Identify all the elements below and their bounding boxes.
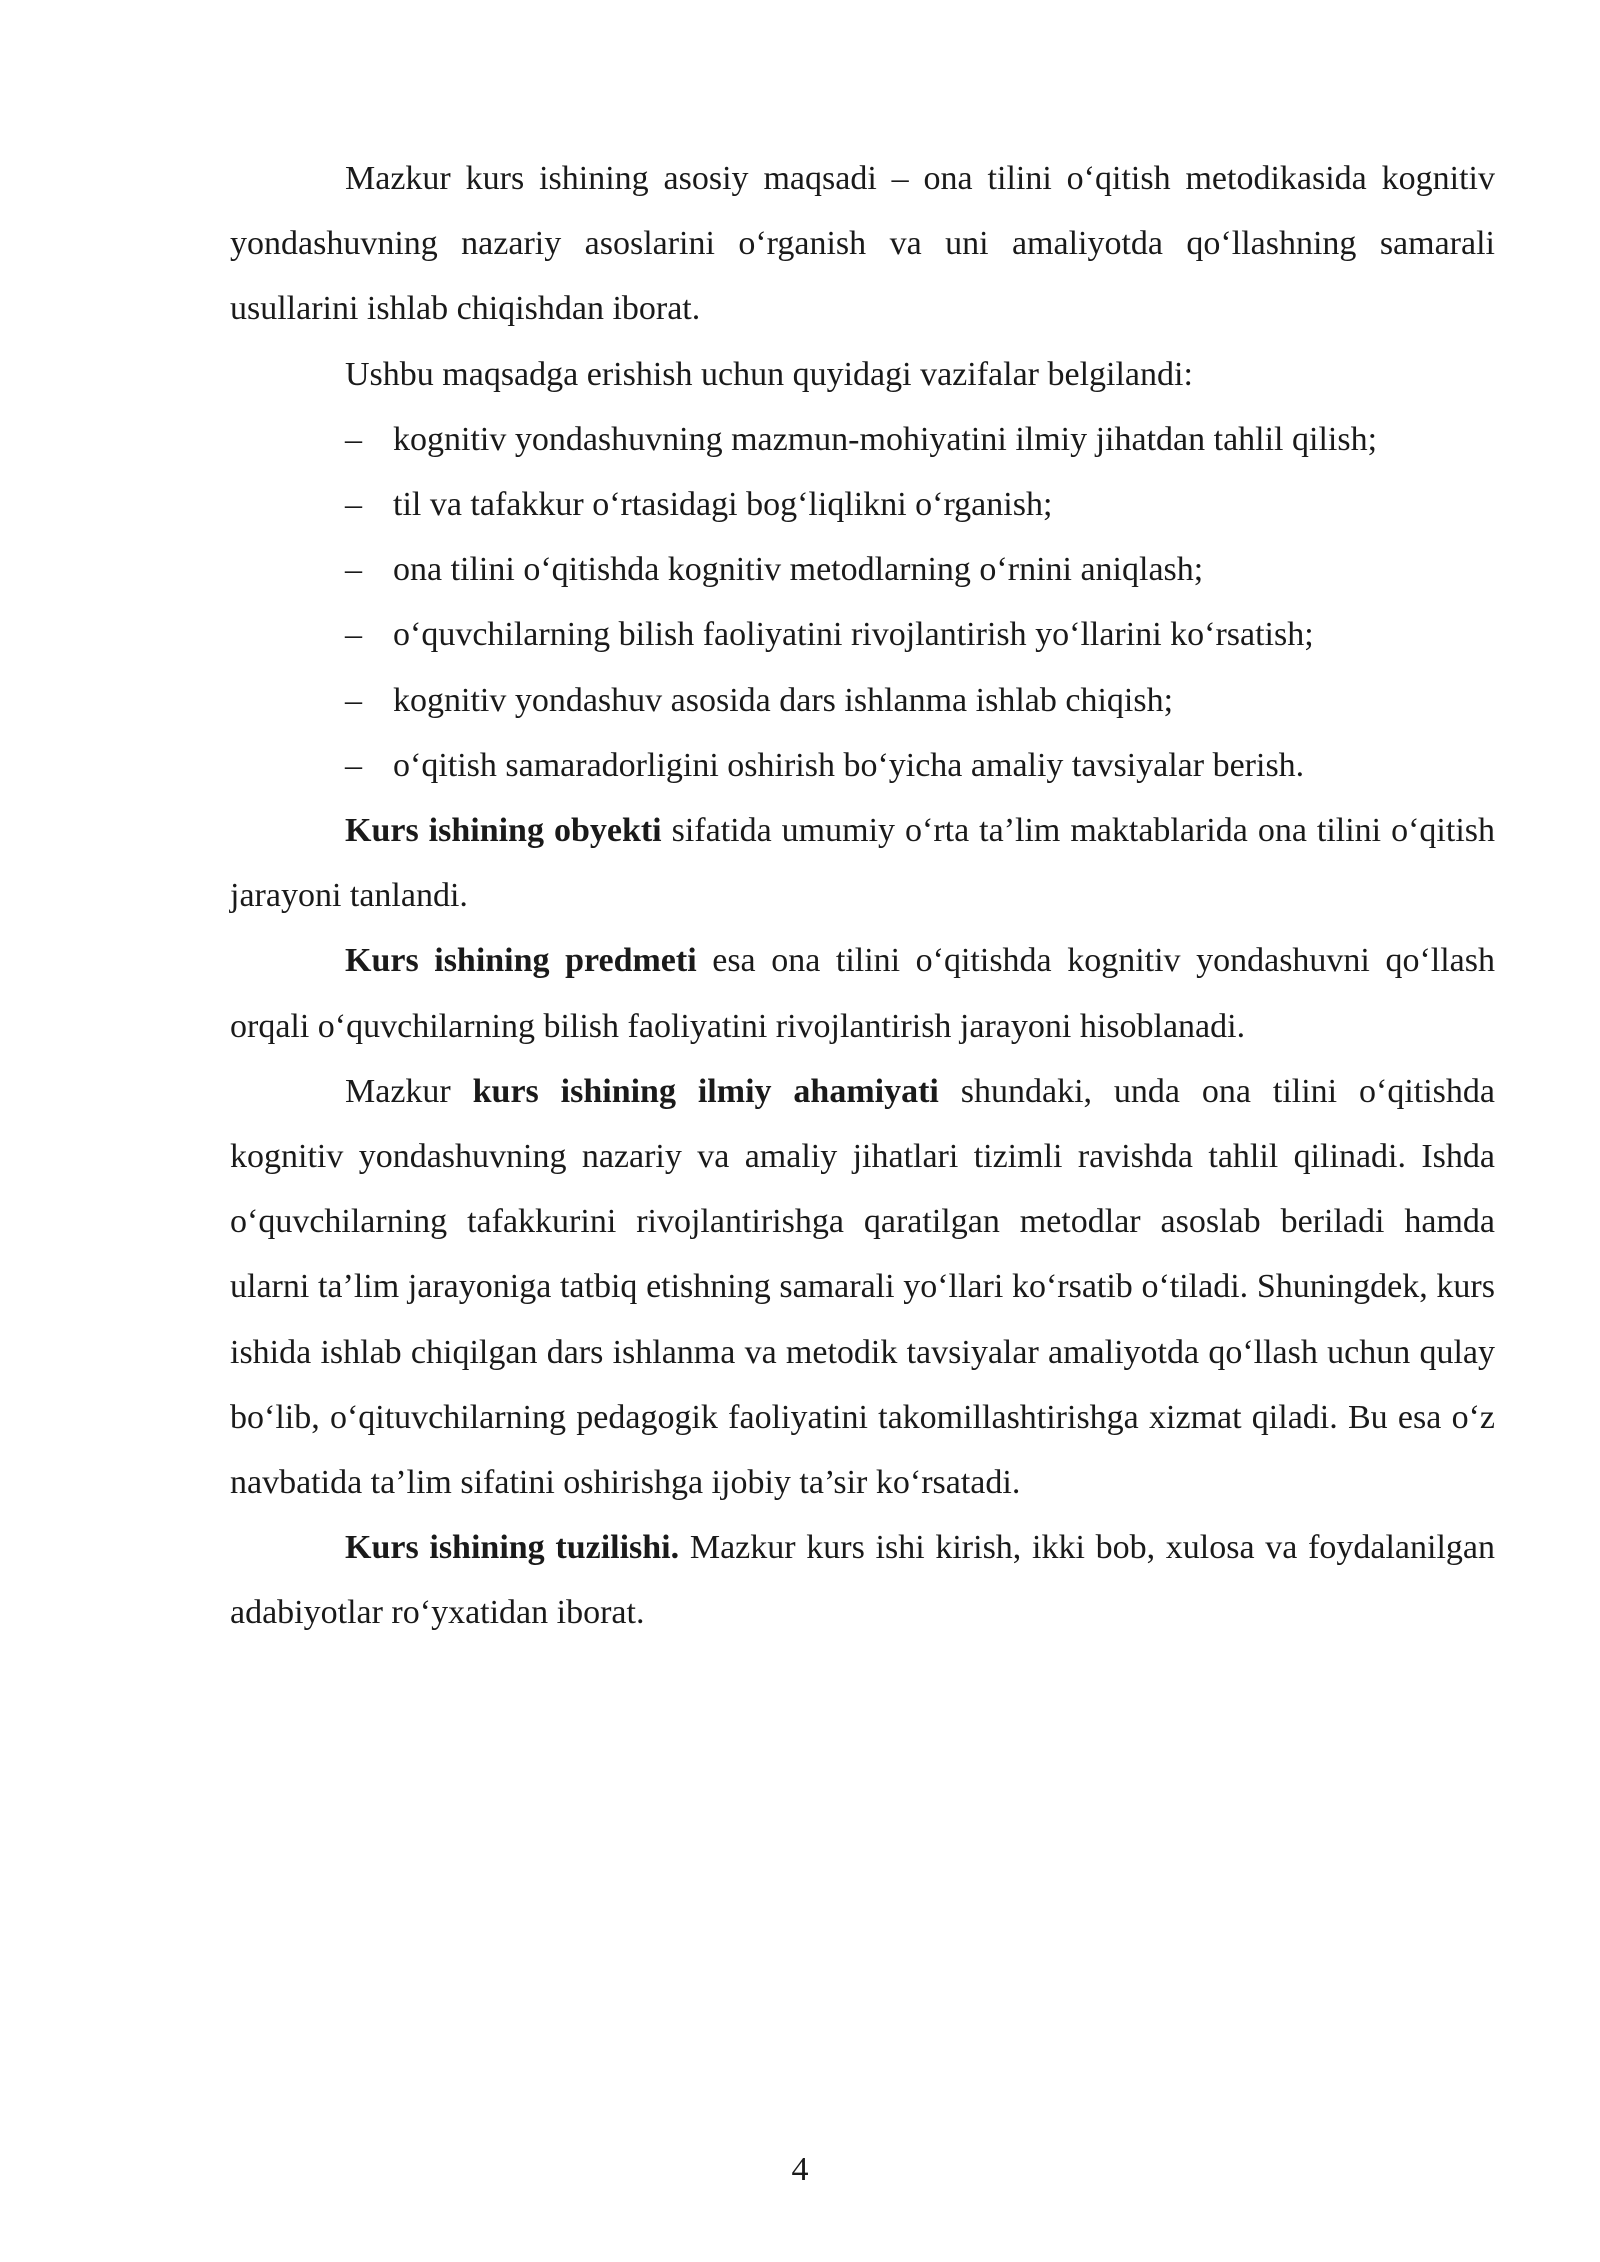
tasks-list	[230, 407, 1495, 798]
paragraph-significance	[230, 1059, 1495, 1515]
list-item-text: til va tafakkur o‘rtasidagi bog‘liqlikni o‘rganish;	[393, 486, 1053, 524]
list-item-text: ona tilini o‘qitishda kognitiv metodlarning o‘rnini aniqlash;	[393, 551, 1204, 589]
structure-text: Mazkur kurs ishi kirish, ikki bob, xulosa va foydalanilgan adabiyotlar ro‘yxatidan iborat.	[230, 1529, 1496, 1632]
list-item	[230, 733, 1495, 798]
structure-heading: Kurs ishining tuzilishi.	[345, 1529, 680, 1567]
list-item	[230, 472, 1495, 537]
list-item-text: kognitiv yondashuv asosida dars ishlanma ishlab chiqish;	[393, 681, 1174, 719]
paragraph-structure	[230, 1515, 1495, 1645]
dash-marker: –	[345, 746, 362, 784]
page-number: 4	[791, 2151, 809, 2188]
dash-marker: –	[345, 551, 362, 589]
list-item	[230, 668, 1495, 733]
list-item	[230, 407, 1495, 472]
object-heading: Kurs ishining obyekti	[345, 812, 662, 850]
dash-marker: –	[345, 681, 362, 719]
paragraph-goal: Mazkur kurs ishining asosiy maqsadi – ona tilini o‘qitish metodikasida kognitiv yondashuvning nazariy asoslarini o‘rganish va uni amaliyotda qo‘llashning samarali usullarini ishlab chiqishdan iborat.	[230, 160, 1495, 328]
list-item-text: o‘qitish samaradorligini oshirish bo‘yicha amaliy tavsiyalar berish.	[393, 746, 1305, 784]
dash-marker: –	[345, 420, 362, 458]
paragraph-object	[230, 798, 1495, 928]
significance-text: shundaki, unda ona tilini o‘qitishda kognitiv yondashuvning nazariy va amaliy jihatlari tizimli ravishda tahlil qilinadi. Ishda o‘quvchilarning tafakkurini rivojlantirishga qaratilgan metodlar asoslab beriladi hamda ularni ta’lim jarayoniga tatbiq etishning samarali yo‘llari ko‘rsatib o‘tiladi. Shuningdek, kurs ishida ishlab chiqilgan dars ishlanma va metodik tavsiyalar amaliyotda qo‘llash uchun qulay bo‘lib, o‘qituvchilarning pedagogik faoliyatini takomillashtirishga xizmat qiladi. Bu esa o‘z navbatida ta’lim sifatini oshirishga ijobiy ta’sir ko‘rsatadi.	[230, 1072, 1496, 1502]
page-body	[230, 146, 1495, 1646]
significance-heading: kurs ishining ilmiy ahamiyati	[472, 1072, 939, 1110]
list-item-text: o‘quvchilarning bilish faoliyatini rivojlantirish yo‘llarini ko‘rsatish;	[393, 616, 1314, 654]
object-text: sifatida umumiy o‘rta ta’lim maktablarida ona tilini o‘qitish jarayoni tanlandi.	[230, 812, 1496, 915]
dash-marker: –	[345, 616, 362, 654]
subject-text: esa ona tilini o‘qitishda kognitiv yondashuvni qo‘llash orqali o‘quvchilarning bilish faoliyatini rivojlantirish jarayoni hisoblanadi.	[230, 942, 1495, 1045]
dash-marker: –	[345, 486, 362, 524]
list-item-text: kognitiv yondashuvning mazmun-mohiyatini ilmiy jihatdan tahlil qilish;	[393, 420, 1378, 458]
paragraph-tasks-intro: Ushbu maqsadga erishish uchun quyidagi vazifalar belgilandi:	[345, 355, 1193, 393]
list-item	[230, 602, 1495, 667]
significance-lead: Mazkur	[345, 1072, 473, 1110]
paragraph-subject	[230, 928, 1495, 1058]
list-item	[230, 537, 1495, 602]
subject-heading: Kurs ishining predmeti	[345, 942, 697, 980]
